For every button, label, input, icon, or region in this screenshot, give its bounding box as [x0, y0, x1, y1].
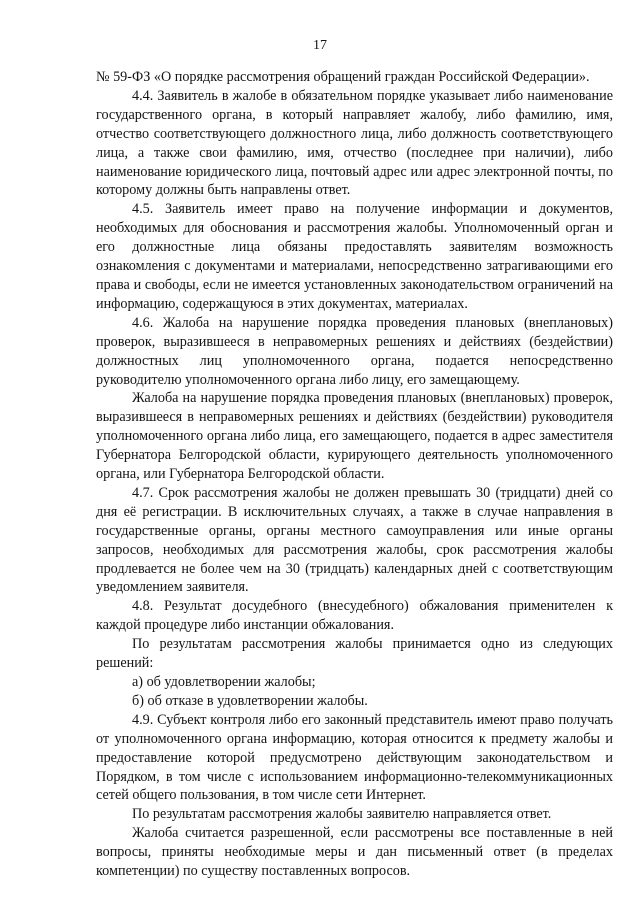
paragraph-resolved: Жалоба считается разрешенной, если рассмотрены все поставленные в ней вопросы, приняты необходимые меры и дан письменный ответ (в пределах компетенции) по существу поставленных вопросов.	[96, 825, 613, 880]
paragraph-4-8: 4.8. Результат досудебного (внесудебного) обжалования применителен к каждой процедуре либо инстанции обжалования.	[96, 598, 613, 634]
paragraph-4-4: 4.4. Заявитель в жалобе в обязательном порядке указывает либо наименование государственного органа, в который направляет жалобу, либо фамилию, имя, отчество соответствующего должностного лица, либо должность соответствующего лица, а также свои фамилию, имя, отчество (последнее при наличии), либо наименование юридического лица, почтовый адрес или адрес электронной почты, по которому должны быть направлены ответ.	[96, 87, 613, 199]
page-number: 17	[313, 38, 327, 53]
paragraph-law-reference: № 59-ФЗ «О порядке рассмотрения обращений граждан Российской Федерации».	[96, 69, 590, 85]
list-item-a: а) об удовлетворении жалобы;	[132, 674, 316, 690]
paragraph-answer: По результатам рассмотрения жалобы заявителю направляется ответ.	[132, 806, 552, 823]
paragraph-4-5: 4.5. Заявитель имеет право на получение информации и документов, необходимых для обоснования и рассмотрения жалобы. Уполномоченный орган и его должностные лица обязаны предоставлять заявителям возможность ознакомления с документами и материалами, непосредственно затрагивающими его права и свободы, если не имеется установленных законодательством ограничений на информацию, содержащуюся в этих документах, материалах.	[96, 201, 613, 312]
list-item-b: б) об отказе в удовлетворении жалобы.	[132, 692, 368, 709]
paragraph-4-9: 4.9. Субъект контроля либо его законный представитель имеют право получать от уполномоченного органа информацию, которая относится к предмету жалобы и предоставление которой предусмотрено действующим законодательством и Порядком, в том числе с использованием информационно-телекоммуникационных сетей общего пользования, в том числе сети Интернет.	[96, 711, 613, 804]
paragraph-4-7: 4.7. Срок рассмотрения жалобы не должен превышать 30 (тридцати) дней со дня её регистрации. В исключительных случаях, а также в случае направления в государственные органы, органы местного самоуправления или иные органы запросов, необходимых для рассмотрения жалобы, срок рассмотрения жалобы продлевается не более чем на 30 (тридцать) календарных дней с соответствующим уведомлением заявителя.	[96, 484, 613, 596]
paragraph-4-6-continued: Жалоба на нарушение порядка проведения плановых (внеплановых) проверок, выразившееся в неправомерных решениях и действиях (бездействии) руководителя уполномоченного органа либо лица, его замещающего, подается в адрес заместителя Губернатора Белгородской области, курирующего деятельность уполномоченного органа, или Губернатора Белгородской области.	[96, 390, 613, 483]
paragraph-decisions-intro: По результатам рассмотрения жалобы принимается одно из следующих решений:	[96, 636, 613, 672]
document-body	[96, 68, 613, 881]
paragraph-4-6: 4.6. Жалоба на нарушение порядка проведения плановых (внеплановых) проверок, выразившееся в неправомерных решениях и действиях (бездействии) должностных лиц уполномоченного органа, подается непосредственно руководителю уполномоченного органа либо лицу, его замещающему.	[96, 314, 613, 388]
